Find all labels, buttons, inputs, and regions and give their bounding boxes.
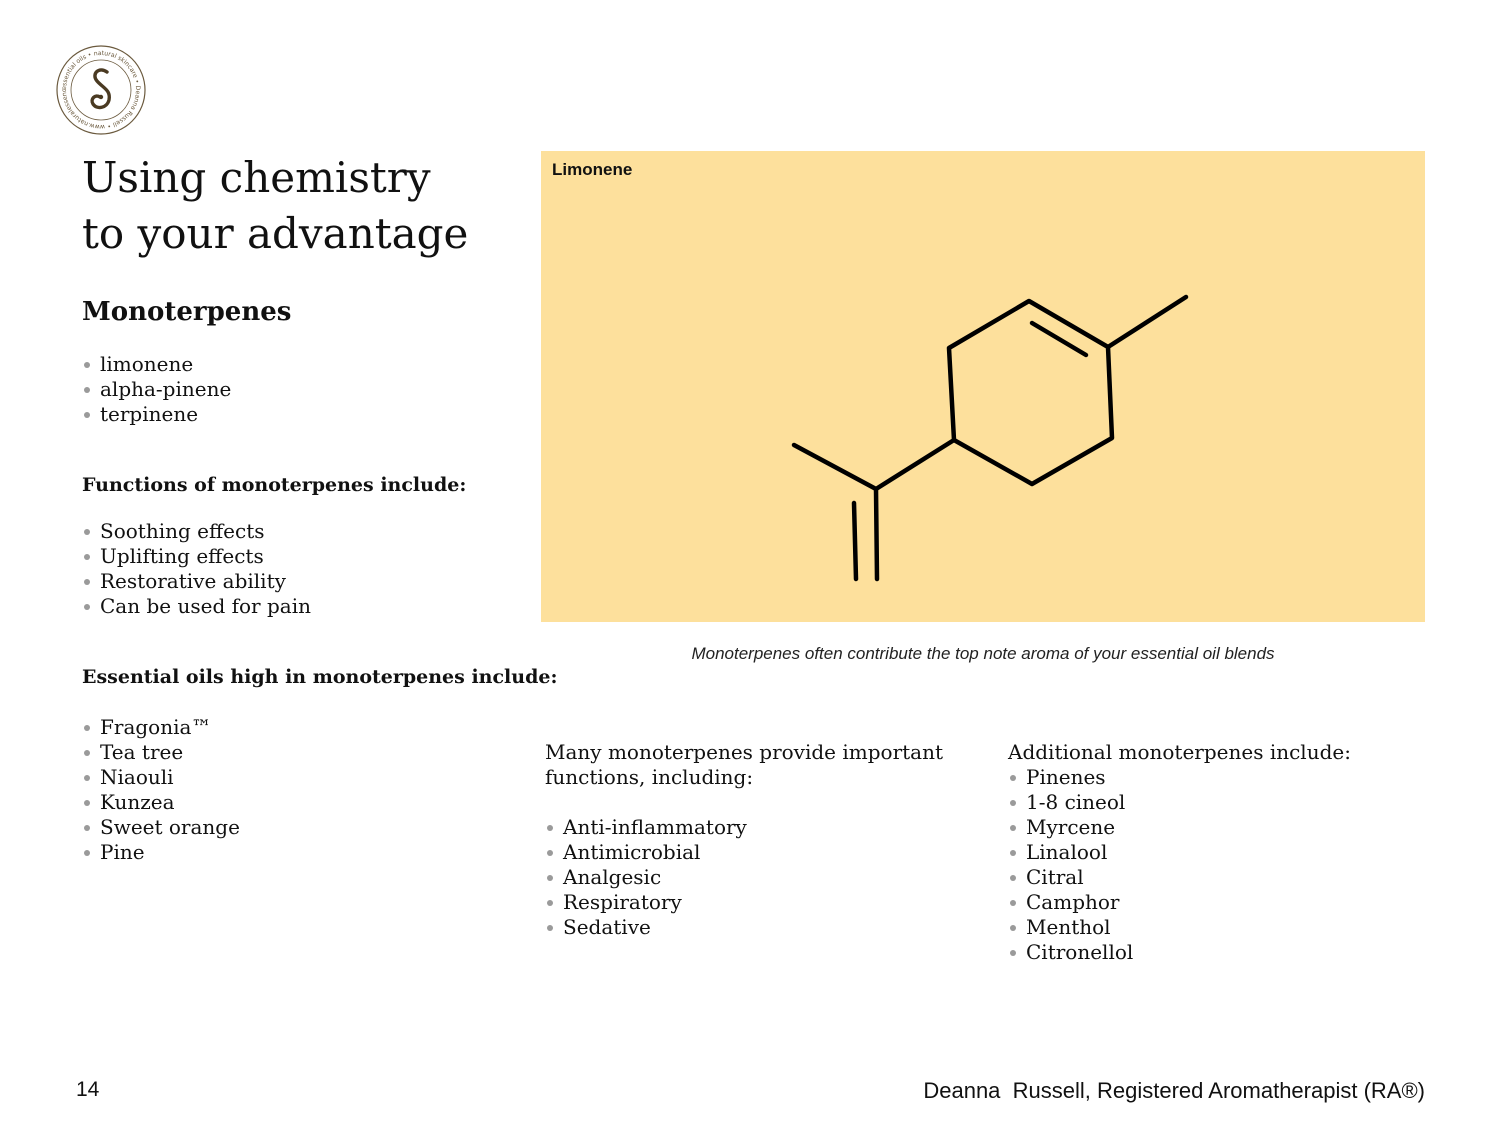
oils-heading: Essential oils high in monoterpenes include: [82,666,558,688]
list-item: Citral [1008,865,1133,890]
isopropenyl-bond [876,440,954,489]
list-item: Restorative ability [82,569,311,594]
page-title-line-1: Using chemistry [82,153,431,202]
list-item: Pine [82,840,240,865]
list-item: limonene [82,352,231,377]
important-functions-block [545,740,943,790]
list-item: Sweet orange [82,815,240,840]
page-title [82,150,468,262]
monoterpenes-heading: Monoterpenes [82,297,292,327]
terminal-double-bond-1 [876,489,877,579]
methyl-bond [1108,297,1186,347]
list-item: Myrcene [1008,815,1133,840]
list-item: Tea tree [82,740,240,765]
list-item: Anti-inflammatory [545,815,747,840]
terminal-double-bond-2 [854,503,856,579]
list-item: Menthol [1008,915,1133,940]
molecule-panel [541,151,1425,622]
important-intro-line-1: Many monoterpenes provide important [545,740,944,764]
page-title-line-2: to your advantage [82,209,469,258]
functions-heading: Functions of monoterpenes include: [82,474,467,496]
list-item: Pinenes [1008,765,1133,790]
oils-list [82,715,240,865]
molecule-caption: Monoterpenes often contribute the top note aroma of your essential oil blends [691,644,1275,663]
logo-seal [55,44,147,136]
list-item: Niaouli [82,765,240,790]
methyl-branch-bond [794,445,876,489]
list-item: Fragonia™ [82,715,240,740]
molecule-label: Limonene [552,160,633,179]
monoterpenes-list [82,352,231,427]
author-credit: Deanna Russell, Registered Aromatherapist (RA®) [923,1078,1425,1103]
logo-seal-graphic [55,44,147,136]
list-item: 1-8 cineol [1008,790,1133,815]
important-intro-line-2: functions, including: [545,765,754,789]
list-item: Kunzea [82,790,240,815]
list-item: Antimicrobial [545,840,747,865]
list-item: Analgesic [545,865,747,890]
additional-intro: Additional monoterpenes include: [1008,740,1351,764]
list-item: Respiratory [545,890,747,915]
list-item: Soothing effects [82,519,311,544]
list-item: Camphor [1008,890,1133,915]
limonene-structure-diagram [541,151,1425,622]
list-item: alpha-pinene [82,377,231,402]
ring-bonds [949,301,1112,484]
list-item: Linalool [1008,840,1133,865]
list-item: Citronellol [1008,940,1133,965]
functions-list [82,519,311,619]
additional-list [1008,765,1133,965]
list-item: Uplifting effects [82,544,311,569]
list-item: Can be used for pain [82,594,311,619]
important-functions-list [545,815,747,940]
list-item: Sedative [545,915,747,940]
logo-ring-text: essential oils • natural skincare • Deanna Russell • www.naturalessenc [60,49,142,131]
page-number: 14 [76,1078,100,1101]
list-item: terpinene [82,402,231,427]
